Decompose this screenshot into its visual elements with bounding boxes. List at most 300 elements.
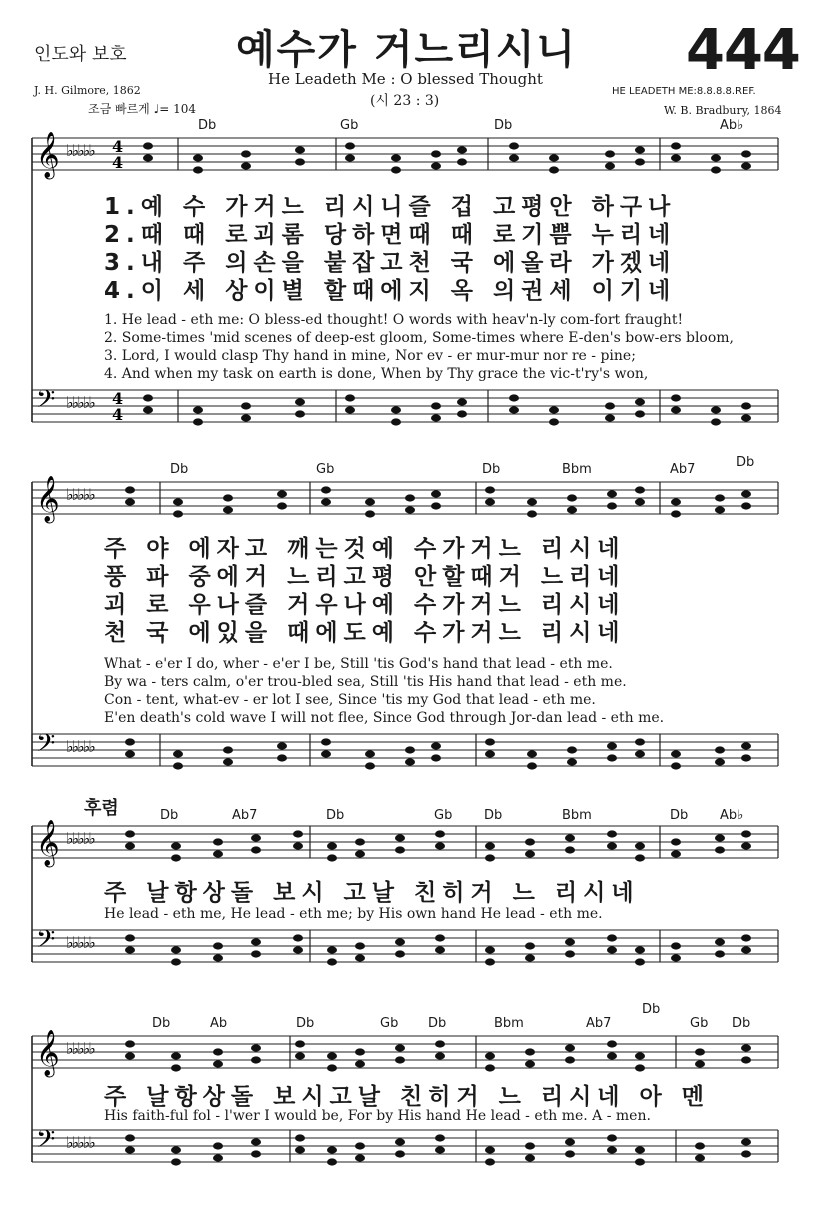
note-head <box>635 750 645 757</box>
key-signature-icon: ♭♭♭♭♭ <box>66 485 94 504</box>
note-head <box>695 1060 705 1067</box>
note-head <box>607 502 617 509</box>
note-head <box>395 1138 405 1145</box>
note-head <box>485 1064 495 1071</box>
note-head <box>715 506 725 513</box>
note-head <box>741 1056 751 1063</box>
note-head <box>173 750 183 757</box>
english-lyric-line: By wa - ters calm, o'er trou-bled sea, Still 'tis His hand that lead - eth me. <box>104 674 627 690</box>
note-head <box>143 406 153 413</box>
korean-lyric-line: 3.내 주 의손을 붙잡고천 국 에올라 가겠네 <box>104 250 677 276</box>
note-head <box>251 938 261 945</box>
note-head <box>125 946 135 953</box>
note-head <box>485 946 495 953</box>
note-head <box>695 1048 705 1055</box>
note-head <box>355 1060 365 1067</box>
note-head <box>549 418 559 425</box>
korean-lyric-line: 괴 로 우나즐 거우나예 수가거느 리시네 <box>104 592 626 618</box>
note-head <box>525 954 535 961</box>
key-signature-icon: ♭♭♭♭♭ <box>66 933 94 952</box>
note-head <box>741 1150 751 1157</box>
note-head <box>293 842 303 849</box>
note-head <box>295 1146 305 1153</box>
key-signature-icon: ♭♭♭♭♭ <box>66 737 94 756</box>
note-head <box>125 738 135 745</box>
note-head <box>321 738 331 745</box>
english-lyric-line: His faith-ful fol - l'wer I would be, For by His hand He lead - eth me. A - men. <box>104 1108 651 1124</box>
hymn-number: 444 <box>686 18 800 83</box>
note-head <box>321 486 331 493</box>
note-head <box>193 166 203 173</box>
note-head <box>125 934 135 941</box>
note-head <box>485 486 495 493</box>
note-head <box>193 154 203 161</box>
note-head <box>435 1146 445 1153</box>
note-head <box>607 1052 617 1059</box>
note-head <box>171 1064 181 1071</box>
note-head <box>223 746 233 753</box>
note-head <box>635 1052 645 1059</box>
note-head <box>635 146 645 153</box>
note-head <box>171 842 181 849</box>
note-head <box>391 406 401 413</box>
note-head <box>251 1138 261 1145</box>
note-head <box>485 958 495 965</box>
note-head <box>125 1040 135 1047</box>
note-head <box>355 1142 365 1149</box>
english-lyric-line: He lead - eth me, He lead - eth me; by His own hand He lead - eth me. <box>104 906 603 922</box>
note-head <box>607 754 617 761</box>
note-head <box>711 154 721 161</box>
note-head <box>345 394 355 401</box>
note-head <box>125 1146 135 1153</box>
note-head <box>485 1146 495 1153</box>
note-head <box>527 762 537 769</box>
note-head <box>525 850 535 857</box>
time-signature: 4 <box>112 405 124 424</box>
note-head <box>741 162 751 169</box>
tempo-marking: 조금 빠르게 ♩= 104 <box>88 102 197 116</box>
note-head <box>321 750 331 757</box>
note-head <box>671 954 681 961</box>
chord-symbol: Ab♭ <box>720 118 744 133</box>
note-head <box>485 854 495 861</box>
note-head <box>527 498 537 505</box>
note-head <box>321 498 331 505</box>
note-head <box>741 150 751 157</box>
time-signature: 4 <box>112 389 124 408</box>
note-head <box>485 750 495 757</box>
note-head <box>391 418 401 425</box>
note-head <box>395 938 405 945</box>
chord-symbol: Gb <box>340 118 359 133</box>
note-head <box>213 1142 223 1149</box>
chord-symbol: Gb <box>380 1016 399 1031</box>
english-lyric-line: Con - tent, what-ev - er lot I see, Since 'tis my God that lead - eth me. <box>104 692 596 708</box>
note-head <box>213 838 223 845</box>
time-signature: 4 <box>112 137 124 156</box>
note-head <box>549 154 559 161</box>
note-head <box>365 498 375 505</box>
bass-clef-icon: 𝄢 <box>36 1125 56 1160</box>
note-head <box>277 490 287 497</box>
note-head <box>213 942 223 949</box>
note-head <box>715 938 725 945</box>
note-head <box>295 410 305 417</box>
note-head <box>457 158 467 165</box>
bass-clef-icon: 𝄢 <box>36 729 56 764</box>
note-head <box>565 846 575 853</box>
note-head <box>327 958 337 965</box>
note-head <box>485 1052 495 1059</box>
note-head <box>251 1044 261 1051</box>
chord-symbol: Db <box>484 808 503 823</box>
note-head <box>241 162 251 169</box>
note-head <box>565 1138 575 1145</box>
note-head <box>431 414 441 421</box>
note-head <box>565 834 575 841</box>
korean-lyric-line: 1.예 수 가거느 리시니즐 겁 고평안 하구나 <box>104 194 677 220</box>
note-head <box>607 490 617 497</box>
note-head <box>549 166 559 173</box>
chord-symbol: Db <box>296 1016 315 1031</box>
note-head <box>485 498 495 505</box>
note-head <box>345 154 355 161</box>
note-head <box>671 510 681 517</box>
note-head <box>671 762 681 769</box>
note-head <box>327 946 337 953</box>
note-head <box>671 142 681 149</box>
english-lyric-line: 2. Some-times 'mid scenes of deep-est gloom, Some-times where E-den's bow-ers bloom, <box>104 330 734 346</box>
chord-symbol: Db <box>198 118 217 133</box>
chord-symbol: Db <box>642 1002 661 1017</box>
note-head <box>607 1134 617 1141</box>
note-head <box>741 934 751 941</box>
note-head <box>671 942 681 949</box>
note-head <box>567 506 577 513</box>
note-head <box>525 1154 535 1161</box>
note-head <box>607 842 617 849</box>
note-head <box>327 1158 337 1165</box>
note-head <box>525 942 535 949</box>
note-head <box>741 946 751 953</box>
note-head <box>741 490 751 497</box>
chord-symbol: Db <box>732 1016 751 1031</box>
note-head <box>395 1044 405 1051</box>
key-signature-icon: ♭♭♭♭♭ <box>66 141 94 160</box>
note-head <box>635 738 645 745</box>
note-head <box>711 406 721 413</box>
note-head <box>171 946 181 953</box>
note-head <box>635 842 645 849</box>
note-head <box>607 934 617 941</box>
note-head <box>295 1040 305 1047</box>
note-head <box>509 394 519 401</box>
key-signature-icon: ♭♭♭♭♭ <box>66 829 94 848</box>
note-head <box>295 1134 305 1141</box>
note-head <box>405 758 415 765</box>
korean-lyric-line: 주 날항상돌 보시고날 친히거 느 리시네 아 멘 <box>104 1084 710 1110</box>
note-head <box>295 146 305 153</box>
note-head <box>565 1150 575 1157</box>
korean-lyric-line: 풍 파 중에거 느리고평 안할때거 느리네 <box>104 564 626 590</box>
refrain-label: 후렴 <box>84 798 119 819</box>
note-head <box>525 838 535 845</box>
note-head <box>241 150 251 157</box>
english-lyric-line: 3. Lord, I would clasp Thy hand in mine, Nor ev - er mur-mur nor re - pine; <box>104 348 636 364</box>
note-head <box>695 1154 705 1161</box>
note-head <box>125 842 135 849</box>
note-head <box>715 494 725 501</box>
lyricist-credit: J. H. Gilmore, 1862 <box>34 84 141 97</box>
note-head <box>327 1146 337 1153</box>
note-head <box>435 830 445 837</box>
note-head <box>173 510 183 517</box>
note-head <box>355 838 365 845</box>
note-head <box>125 1134 135 1141</box>
note-head <box>125 750 135 757</box>
note-head <box>741 502 751 509</box>
note-head <box>565 938 575 945</box>
note-head <box>485 1158 495 1165</box>
note-head <box>251 1056 261 1063</box>
note-head <box>671 498 681 505</box>
note-head <box>431 502 441 509</box>
note-head <box>711 418 721 425</box>
note-head <box>295 1052 305 1059</box>
note-head <box>277 742 287 749</box>
note-head <box>213 954 223 961</box>
bass-clef-icon: 𝄢 <box>36 925 56 960</box>
note-head <box>327 1064 337 1071</box>
chord-symbol: Bbm <box>562 808 592 823</box>
note-head <box>635 158 645 165</box>
note-head <box>277 754 287 761</box>
note-head <box>741 754 751 761</box>
note-head <box>171 958 181 965</box>
chord-symbol: Db <box>670 808 689 823</box>
scripture-reference: (시 23 : 3) <box>370 93 440 109</box>
note-head <box>213 1060 223 1067</box>
note-head <box>405 494 415 501</box>
chord-symbol: Ab7 <box>586 1016 612 1031</box>
chord-symbol: Db <box>160 808 179 823</box>
note-head <box>173 498 183 505</box>
treble-clef-icon: 𝄞 <box>36 820 60 866</box>
note-head <box>525 1142 535 1149</box>
note-head <box>457 398 467 405</box>
note-head <box>565 1044 575 1051</box>
note-head <box>125 830 135 837</box>
note-head <box>605 162 615 169</box>
note-head <box>607 946 617 953</box>
note-head <box>223 494 233 501</box>
key-signature-icon: ♭♭♭♭♭ <box>66 1039 94 1058</box>
note-head <box>295 158 305 165</box>
note-head <box>435 842 445 849</box>
note-head <box>327 854 337 861</box>
note-head <box>671 406 681 413</box>
note-head <box>213 1048 223 1055</box>
note-head <box>327 1052 337 1059</box>
note-head <box>525 1048 535 1055</box>
chord-symbol: Db <box>428 1016 447 1031</box>
note-head <box>607 830 617 837</box>
key-signature-icon: ♭♭♭♭♭ <box>66 393 94 412</box>
note-head <box>355 850 365 857</box>
note-head <box>355 942 365 949</box>
treble-clef-icon: 𝄞 <box>36 1030 60 1076</box>
note-head <box>549 406 559 413</box>
note-head <box>635 398 645 405</box>
note-head <box>171 1158 181 1165</box>
note-head <box>251 1150 261 1157</box>
note-head <box>293 934 303 941</box>
note-head <box>431 162 441 169</box>
note-head <box>193 406 203 413</box>
note-head <box>293 946 303 953</box>
bass-clef-icon: 𝄢 <box>36 385 56 420</box>
note-head <box>711 166 721 173</box>
english-lyric-line: 4. And when my task on earth is done, When by Thy grace the vic-t'ry's won, <box>104 366 649 382</box>
note-head <box>365 750 375 757</box>
note-head <box>125 486 135 493</box>
note-head <box>715 950 725 957</box>
note-head <box>143 154 153 161</box>
note-head <box>605 414 615 421</box>
note-head <box>605 150 615 157</box>
note-head <box>327 842 337 849</box>
note-head <box>193 418 203 425</box>
note-head <box>355 954 365 961</box>
note-head <box>607 1146 617 1153</box>
note-head <box>635 498 645 505</box>
note-head <box>213 850 223 857</box>
note-head <box>527 510 537 517</box>
chord-symbol: Db <box>736 455 755 470</box>
english-lyric-line: 1. He lead - eth me: O bless-ed thought! O words with heav'n-ly com-fort fraught! <box>104 312 684 328</box>
korean-title: 예수가 거느리시니 <box>236 27 578 73</box>
treble-clef-icon: 𝄞 <box>36 476 60 522</box>
note-head <box>741 1138 751 1145</box>
korean-lyric-line: 주 날항상돌 보시 고날 친히거 느 리시네 <box>104 880 640 906</box>
note-head <box>405 746 415 753</box>
chord-symbol: Gb <box>316 462 335 477</box>
note-head <box>635 1064 645 1071</box>
note-head <box>293 830 303 837</box>
note-head <box>435 934 445 941</box>
korean-lyric-line: 2.때 때 로괴롬 당하면때 때 로기쁨 누리네 <box>104 222 677 248</box>
note-head <box>391 166 401 173</box>
note-head <box>435 946 445 953</box>
note-head <box>431 150 441 157</box>
note-head <box>741 1044 751 1051</box>
korean-lyric-line: 천 국 에있을 때에도예 수가거느 리시네 <box>104 620 626 646</box>
note-head <box>143 394 153 401</box>
note-head <box>173 762 183 769</box>
note-head <box>405 506 415 513</box>
note-head <box>395 1150 405 1157</box>
note-head <box>171 1052 181 1059</box>
chord-symbol: Ab7 <box>232 808 258 823</box>
english-lyric-line: E'en death's cold wave I will not flee, Since God through Jor-dan lead - eth me. <box>104 710 665 726</box>
note-head <box>715 834 725 841</box>
treble-clef-icon: 𝄞 <box>36 132 60 178</box>
chord-symbol: Ab♭ <box>720 808 744 823</box>
note-head <box>395 834 405 841</box>
note-head <box>365 510 375 517</box>
note-head <box>355 1154 365 1161</box>
note-head <box>241 402 251 409</box>
note-head <box>345 142 355 149</box>
note-head <box>741 402 751 409</box>
chord-symbol: Bbm <box>494 1016 524 1031</box>
english-title: He Leadeth Me : O blessed Thought <box>268 70 543 88</box>
note-head <box>395 950 405 957</box>
time-signature: 4 <box>112 153 124 172</box>
note-head <box>391 154 401 161</box>
note-head <box>241 414 251 421</box>
note-head <box>431 402 441 409</box>
note-head <box>605 402 615 409</box>
chord-symbol: Gb <box>690 1016 709 1031</box>
note-head <box>431 742 441 749</box>
note-head <box>223 758 233 765</box>
note-head <box>277 502 287 509</box>
chord-symbol: Db <box>326 808 345 823</box>
note-head <box>635 486 645 493</box>
note-head <box>125 1052 135 1059</box>
note-head <box>635 1146 645 1153</box>
note-head <box>143 142 153 149</box>
note-head <box>695 1142 705 1149</box>
note-head <box>251 846 261 853</box>
chord-symbol: Db <box>170 462 189 477</box>
note-head <box>567 494 577 501</box>
note-head <box>509 142 519 149</box>
note-head <box>395 846 405 853</box>
chord-symbol: Db <box>482 462 501 477</box>
note-head <box>635 958 645 965</box>
note-head <box>457 146 467 153</box>
note-head <box>635 946 645 953</box>
note-head <box>435 1052 445 1059</box>
note-head <box>565 1056 575 1063</box>
note-head <box>671 838 681 845</box>
key-signature-icon: ♭♭♭♭♭ <box>66 1133 94 1152</box>
note-head <box>457 410 467 417</box>
note-head <box>607 1040 617 1047</box>
chord-symbol: Gb <box>434 808 453 823</box>
chord-symbol: Db <box>494 118 513 133</box>
note-head <box>171 1146 181 1153</box>
note-head <box>213 1154 223 1161</box>
note-head <box>671 750 681 757</box>
category-label: 인도와 보호 <box>34 44 127 65</box>
note-head <box>435 1134 445 1141</box>
note-head <box>395 1056 405 1063</box>
note-head <box>715 746 725 753</box>
chord-symbol: Db <box>152 1016 171 1031</box>
note-head <box>565 950 575 957</box>
note-head <box>671 394 681 401</box>
chord-symbol: Bbm <box>562 462 592 477</box>
note-head <box>741 842 751 849</box>
note-head <box>355 1048 365 1055</box>
composer-credit: W. B. Bradbury, 1864 <box>664 104 782 117</box>
tune-meter: HE LEADETH ME:8.8.8.8.REF. <box>612 86 756 97</box>
note-head <box>567 758 577 765</box>
